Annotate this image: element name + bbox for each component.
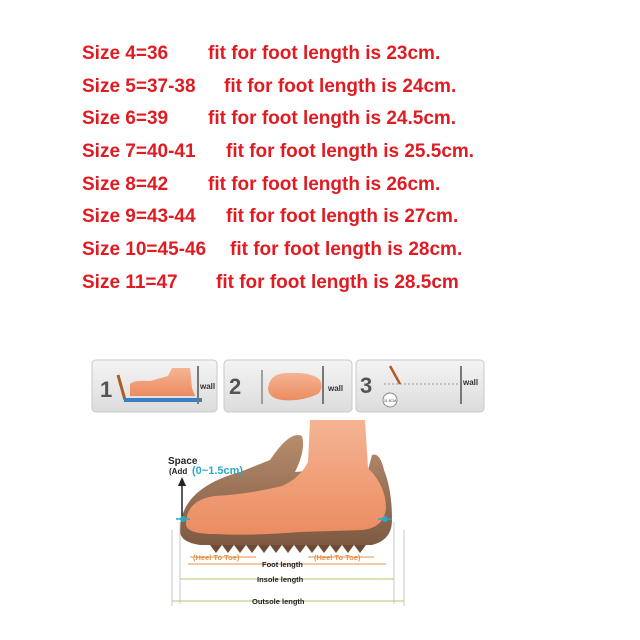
step-number: 2 — [229, 374, 242, 399]
step-2-panel — [224, 360, 352, 412]
step-1-panel — [92, 360, 217, 412]
heel-to-toe-label: (Heel To Toe) — [314, 553, 361, 562]
fit-text: fit for foot length is 24cm. — [224, 75, 457, 97]
step-number: 3 — [360, 373, 373, 398]
shoe-diagram — [168, 420, 404, 606]
heel-to-toe-label: (Heel To Toe) — [193, 553, 240, 562]
fit-text: fit for foot length is 23cm. — [208, 43, 441, 64]
fit-text: fit for foot length is 28.5cm — [216, 271, 459, 293]
ruler-note: 11.5CM — [384, 399, 396, 403]
size-label: Size 5=37-38 — [82, 75, 196, 97]
fit-text: fit for foot length is 24.5cm. — [208, 108, 457, 130]
size-label: Size 6=39 — [82, 108, 169, 130]
arrow-up-icon — [178, 477, 186, 486]
size-label: Size 8=42 — [82, 173, 169, 195]
outsole-length-label: Outsole length — [252, 597, 305, 606]
size-label: Size 7=40-41 — [82, 141, 196, 163]
size-label: Size 4=36 — [82, 43, 169, 64]
step-3-panel — [356, 360, 484, 412]
fit-text: fit for foot length is 25.5cm. — [226, 141, 475, 163]
foot-length-label: Foot length — [262, 560, 303, 569]
fit-text: fit for foot length is 28cm. — [230, 239, 463, 261]
size-label: Size 9=43-44 — [82, 206, 196, 228]
fit-text: fit for foot length is 26cm. — [208, 173, 441, 195]
space-add-label: (Add — [169, 467, 188, 476]
space-range-label: (0~1.5cm) — [192, 465, 244, 477]
space-title: Space — [168, 456, 198, 467]
step-number: 1 — [100, 377, 113, 402]
wall-label: wall — [463, 378, 479, 387]
fit-text: fit for foot length is 27cm. — [226, 206, 459, 228]
ruler-line — [124, 398, 202, 402]
wall-label: wall — [328, 384, 344, 393]
sole-tread — [210, 545, 366, 553]
wall-label: wall — [200, 382, 216, 391]
insole-length-label: Insole length — [257, 575, 304, 584]
size-label: Size 11=47 — [82, 271, 178, 293]
size-label: Size 10=45-46 — [82, 239, 207, 261]
